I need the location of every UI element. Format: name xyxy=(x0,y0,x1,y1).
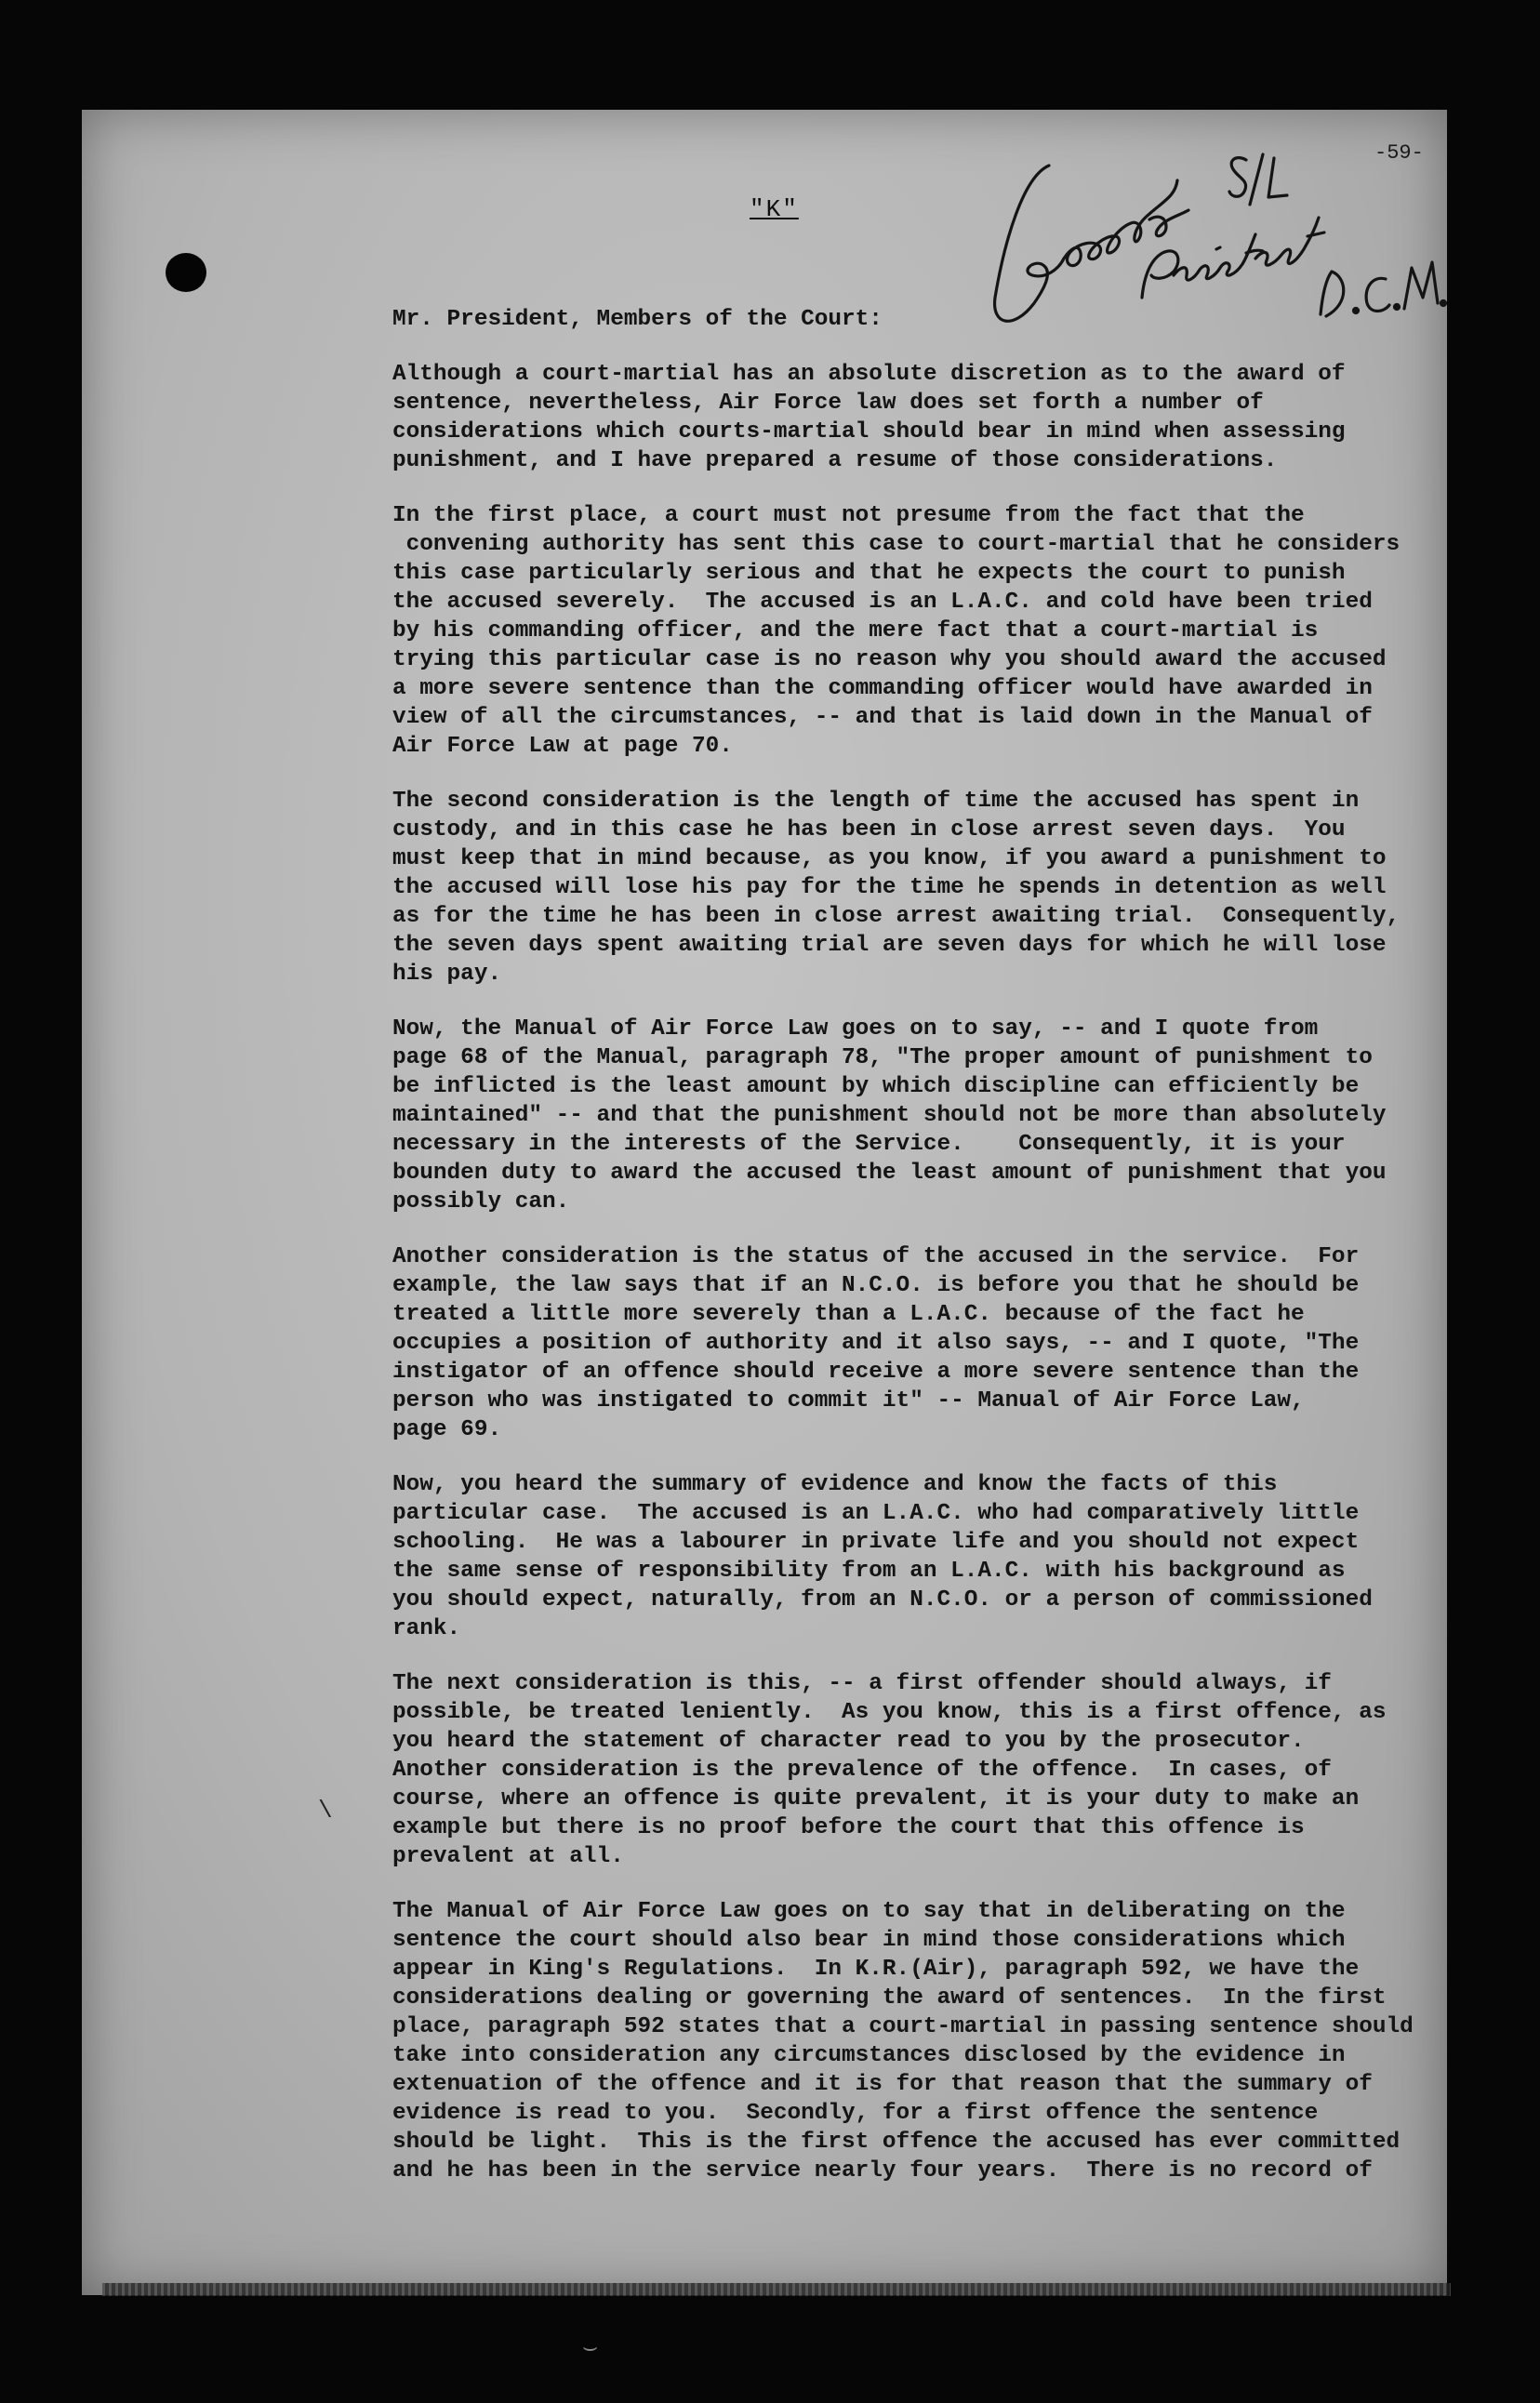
paragraph-8: The Manual of Air Force Law goes on to say that in deliberating on the sentence the court should also bear in mind those considerations which appear in King's Regulations. In K.R.(Air), paragraph 592, we have the considerations dealing or governing the award of sentences. In the first place, paragraph 592 states that a court-martial in passing sentence should take into consideration any circumstances disclosed by the evidence in extenuation of the offence and it is for that reason that the summary of evidence is read to you. Secondly, for a first offence the sentence should be light. This is the first offence the accused has ever committed and he has been in the service nearly four years. There is no record of xyxy=(392,1899,1414,2184)
memo-body xyxy=(392,305,1453,2211)
exhibit-mark: "K" xyxy=(750,195,799,223)
paragraph-5: Another consideration is the status of the accused in the service. For example, the law says that if an N.C.O. is before you that he should be treated a little more severely than a L.A.C. because of the fact he occupies a position of authority and it also says, -- and I quote, "The instigator of an offence should receive a more severe sentence than the person who was instigated to commit it" -- Manual of Air Force Law, page 69. xyxy=(392,1244,1360,1442)
salutation: Mr. President, Members of the Court: xyxy=(392,307,883,332)
stray-pen-mark: \ xyxy=(318,1797,333,1825)
punch-hole xyxy=(166,253,206,292)
page-number: -59- xyxy=(1374,141,1424,165)
paragraph-1: Although a court-martial has an absolute discretion as to the award of sentence, nevertheless, Air Force law does set forth a number of considerations which courts-martial should bear in mind when assessing punishment, and I have prepared a resume of those considerations. xyxy=(392,362,1346,473)
paragraph-7: The next consideration is this, -- a first offender should always, if possible, be treated leniently. As you know, this is a first offence, as you heard the statement of character read to you by the prosecutor. Another consideration is the prevalence of the offence. In cases, of course, where an offence is quite prevalent, it is your duty to make an example but there is no proof before the court that this offence is prevalent at all. xyxy=(392,1671,1387,1869)
paragraph-3: The second consideration is the length of time the accused has spent in custody, and in this case he has been in close arrest seven days. You must keep that in mind because, as you know, if you award a punishment to the accused will lose his pay for the time he spends in detention as well as for the time he has been in close arrest awaiting trial. Consequently, the seven days spent awaiting trial are seven days for which he will lose his pay. xyxy=(392,789,1401,987)
paragraph-6: Now, you heard the summary of evidence and know the facts of this particular case. The accused is an L.A.C. who had comparatively little schooling. He was a labourer in private life and you should not expect the same sense of responsibility from an L.A.C. with his background as you should expect, naturally, from an N.C.O. or a person of commissioned rank. xyxy=(392,1472,1373,1641)
stray-ink-speck: ⌣ xyxy=(582,2334,599,2362)
paragraph-2: In the first place, a court must not presume from the fact that the convening authority has sent this case to court-martial that he considers this case particularly serious and that he expects the court to punish the accused severely. The accused is an L.A.C. and cold have been tried by his commanding officer, and the mere fact that a court-martial is trying this particular case is no reason why you should award the accused a more severe sentence than the commanding officer would have awarded in view of all the circumstances, -- and that is laid down in the Manual of Air Force Law at page 70. xyxy=(392,503,1401,759)
paragraph-4: Now, the Manual of Air Force Law goes on to say, -- and I quote from page 68 of the Manual, paragraph 78, "The proper amount of punishment to be inflicted is the least amount by which discipline can efficiently be maintained" -- and that the punishment should not be more than absolutely necessary in the interests of the Service. Consequently, it is your bounden duty to award the accused the least amount of punishment that you possibly can. xyxy=(392,1016,1387,1215)
sheet-bottom-edge xyxy=(102,2283,1451,2296)
